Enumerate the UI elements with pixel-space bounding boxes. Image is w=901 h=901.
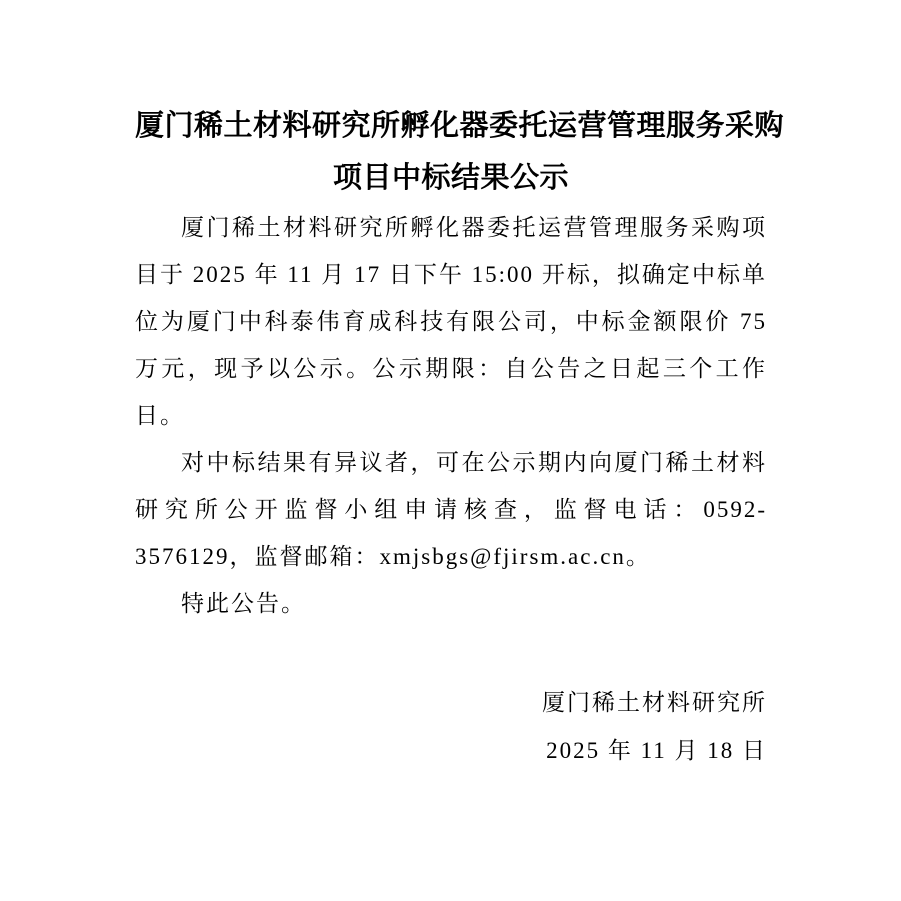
paragraph-bid-result: 厦门稀土材料研究所孵化器委托运营管理服务采购项目于 2025 年 11 月 17 日下午 15:00 开标，拟确定中标单位为厦门中科泰伟育成科技有限公司，中标金额限价 75 万元，现予以公示。公示期限：自公告之日起三个工作日。 <box>135 215 767 428</box>
title-line-2: 项目中标结果公示 <box>332 162 569 194</box>
paragraph-objection-contact: 对中标结果有异议者，可在公示期内向厦门稀土材料研究所公开监督小组申请核查，监督电话：0592-3576129，监督邮箱：xmjsbgs@fjirsm.ac.cn。 <box>135 450 767 569</box>
signature-organization: 厦门稀土材料研究所 <box>542 690 767 715</box>
paragraph-closing: 特此公告。 <box>181 591 306 616</box>
signature-date: 2025 年 11 月 18 日 <box>546 738 767 763</box>
title-line-1: 厦门稀土材料研究所孵化器委托运营管理服务采购 <box>135 110 785 142</box>
signature-block <box>135 679 767 775</box>
document-title <box>135 100 785 204</box>
